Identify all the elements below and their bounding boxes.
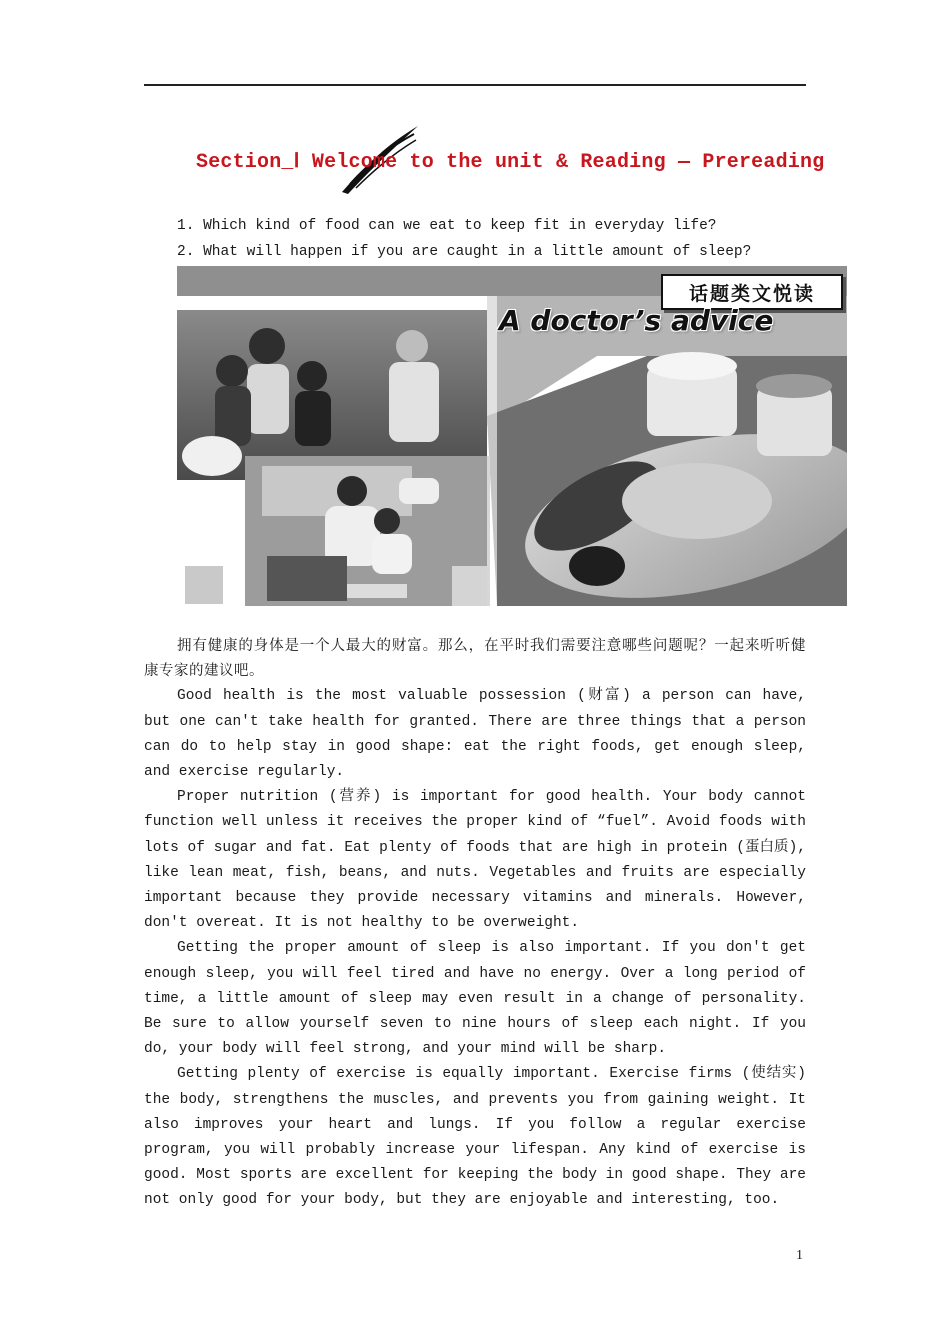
topic-badge: 话题类文悦读 [661, 274, 843, 310]
section-title: Section_Ⅰ Welcome to the unit & Reading — Prereading [196, 151, 825, 174]
prereading-questions [177, 214, 751, 265]
passage-paragraph: Getting the proper amount of sleep is also important. If you don't get enough sleep, you will feel tired and have no energy. Over a long period of time, a little amount of sleep may even result in a change of personality. Be sure to allow yourself seven to nine hours of sleep each night. If you do, your body will feel strong, and your mind will be sharp. [144, 940, 806, 1058]
intro-paragraph: 拥有健康的身体是一个人最大的财富。那么，在平时我们需要注意哪些问题呢？一起来听听健康专家的建议吧。 [144, 638, 806, 680]
passage-paragraph: Getting plenty of exercise is equally important. Exercise firms (使结实) the body, strengthens the muscles, and prevents you from gaining weight. It also improves your heart and lungs. If you follow a regular exercise program, you will probably increase your lifespan. Any kind of exercise is good. Most sports are excellent for keeping the body in good shape. They are not only good for your body, but they are enjoyable and interesting, too. [144, 1066, 806, 1209]
passage-paragraph: Proper nutrition (营养) is important for good health. Your body cannot function well unless it receives the proper kind of “fuel”. Avoid foods with lots of sugar and fat. Eat plenty of foods that are high in protein (蛋白质), like lean meat, fish, beans, and nuts. Vegetables and fruits are especially important because they provide necessary vitamins and minerals. However, don't overeat. It is not healthy to be overweight. [144, 789, 806, 932]
topic-banner [177, 266, 847, 606]
header-rule [144, 84, 806, 86]
passage-paragraph: Good health is the most valuable possession (财富) a person can have, but one can't take health for granted. There are three things that a person can do to help stay in good shape: eat the right foods, get enough sleep, and exercise regularly. [144, 688, 806, 781]
banner-title: A doctor’s advice [499, 304, 774, 337]
reading-passage [144, 634, 806, 1214]
question-item: 1. Which kind of food can we eat to keep fit in everyday life? [177, 218, 717, 234]
page-number: 1 [796, 1248, 803, 1263]
question-item: 2. What will happen if you are caught in a little amount of sleep? [177, 243, 752, 260]
